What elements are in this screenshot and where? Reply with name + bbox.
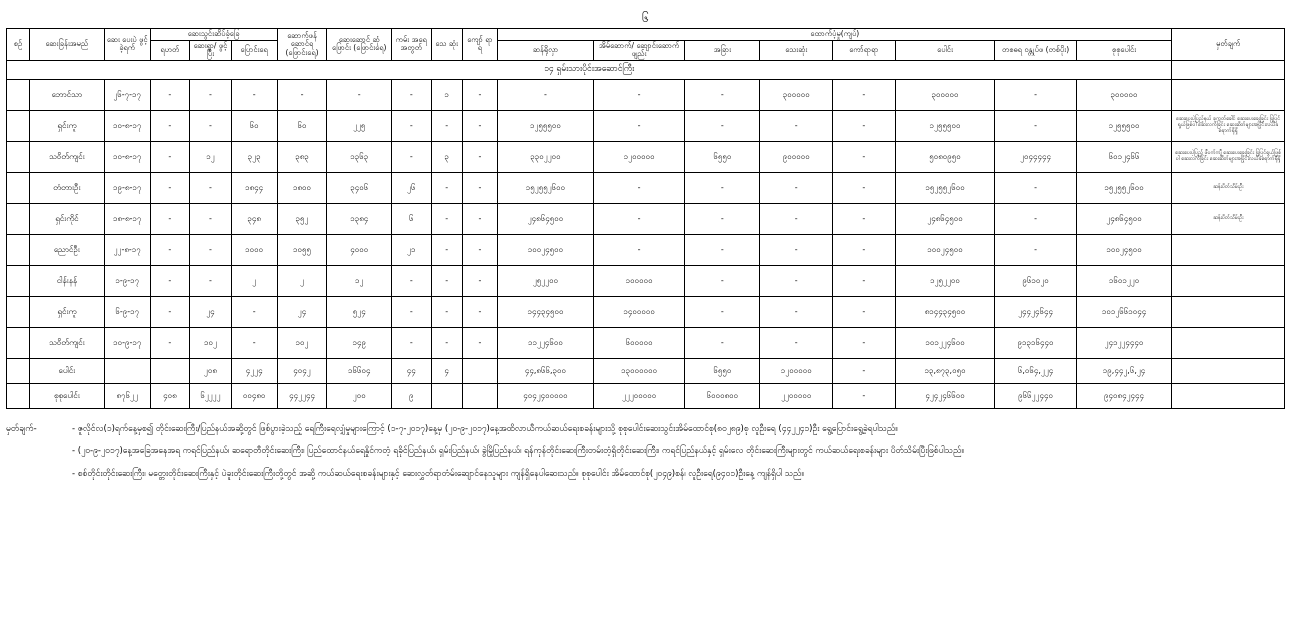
header-support-8: စုစုပေါင်း (1076, 40, 1172, 60)
cell-a2: ၁၃၆၃ (327, 141, 392, 172)
cell-s5: - (833, 383, 895, 408)
table-row (7, 141, 1285, 172)
cell-kan: ၉ (392, 383, 432, 408)
cell-s2: ၁၀၀၀၀၀ (593, 265, 685, 296)
header-patients-female: ဆေးရွာ/ ဖွင့်ပြီး (190, 40, 232, 60)
cell-p2: ၁၀၂ (190, 327, 232, 358)
header-remark: မှတ်ချက် (1172, 29, 1285, 61)
cell-township: သဝိတ်ကျင်း (29, 141, 104, 172)
cell-s1: ၁၀၀၂၄၅၀၀ (498, 234, 594, 265)
cell-p2: ၂၀၈ (190, 358, 232, 383)
header-kan-count: ကမ်း အရေ အတွတ် (392, 29, 432, 61)
cell-p3: ၀၀၄၈၀ (231, 383, 277, 408)
cell-township: တံတားဦး (29, 172, 104, 203)
cell-p1: - (150, 141, 190, 172)
cell-remark: ဆေးပေးပဲ့ပြည့်နယ် ခုကုတ်ခေါင် ဆေးပေးခေးခြင်း ပြုပြင်ရွယ်ဖြစ်ပါ ဆေးလက်ခြင်း ဆေးဆိတ်များအပြိုင်းလယ်ခရောက်ရိုရှိ (1172, 110, 1285, 141)
cell-township: ငါန်းနန် (29, 265, 104, 296)
cell-kan: - (392, 265, 432, 296)
cell-a2: ၁၂ (327, 265, 392, 296)
cell-kyat: - (462, 234, 497, 265)
cell-s4: ၉၀၀၀၀၀ (760, 141, 833, 172)
cell-s4: ၃၀၀၀၀၀ (760, 79, 833, 110)
cell-no (7, 296, 30, 327)
cell-s6: ၁၃,၈၇၃,၀၅၀ (895, 358, 995, 383)
cell-p1: - (150, 203, 190, 234)
cell-s8: ၉၄၀၈၄၂၄၄၄ (1076, 383, 1172, 408)
table-row (7, 265, 1285, 296)
cell-s2: - (593, 203, 685, 234)
cell-no (7, 234, 30, 265)
cell-s1: ၁၂၅၅၅၀၀ (498, 110, 594, 141)
cell-s8: ၆၀၁၂၄၆၆ (1076, 141, 1172, 172)
cell-remark: ဆေးပေးပဲ့ပြည့် ဖီ့ပက်ကျီ့ ဆေးပေးခေးခြင်း ပြုပြင်ရွယ်ဖြစ်ပါ ဆေးလက်ခြင်း ဆေးဆိတ်များအပြိုင်းလယ်ခရောက်ရိုရှိ (1172, 141, 1285, 172)
cell-date: ၂၂-၈-၁၇ (104, 234, 150, 265)
cell-s7: ၉၆၆၂၂၄၄၀ (995, 383, 1076, 408)
cell-thay: - (431, 296, 462, 327)
cell-no (7, 358, 30, 383)
cell-s7: - (995, 172, 1076, 203)
cell-p2: - (190, 172, 232, 203)
footnote-line-2: - (၂၀-၉-၂၀၁၇)နေ့အခြေအနေအရ ကရင်ပြည်နယ်၊ ဆရောတီတိုင်းဆေးကြီး၊ ပြည်ထောင်နယ်ရေနှိုင်ကတံ့ ရခိုင်ပြည်နယ်၊ ရှမ်းပြည်နယ်၊ ခွဲမြိုပြည်နယ်၊ ရန်ကုန်တိုင်းဆေးကြီးတမ်းတံ့ရှိတိုင်းဆေးကြီး၊ ကရင်ပြည်နယ်နှင့် ရှမ်းလေ တိုင်းဆေးကြီးများတွင် ကယ်ဆယ်ရေးစခန်းများ ပိတ်သိမ်းပြီးဖြစ်ပါသည်။ (72, 446, 964, 457)
table-row (7, 296, 1285, 327)
cell-a1: ၆၀ (277, 110, 327, 141)
footnote-line-3: - စစ်တိုင်းတိုင်းဆေးကြီး၊ မတ္တေးတိုင်းဆေးကြီးနှင့် ပဲခူးတိုင်းဆေးကြီးတို့တွင် အဆို့ ကယ်ဆယ်ရေးစခန်းများနှင့် ဆေးလွှတ်ရာတံမ်းဆျောင်နေသူများ ကျန်ရှိနေပါဆေးသည်။ စုစုပေါင်း အိမ်ထောင်စု(၂၀၄၉)စန်၊ လူဦးရေ(၉၄၀၁)ဦးနေ့ ကျန်ရှိပါ သည်။ (72, 468, 804, 479)
cell-p3: ၃၄၈ (231, 203, 277, 234)
cell-s5: - (833, 141, 895, 172)
cell-s2: - (593, 172, 685, 203)
cell-grand-label: စုစုပေါင်း (29, 383, 104, 408)
cell-kan: - (392, 296, 432, 327)
cell-s7: - (995, 79, 1076, 110)
cell-a2: ၅၂၄ (327, 296, 392, 327)
cell-s7: - (995, 203, 1076, 234)
cell-kan: ၄၄ (392, 358, 432, 383)
cell-a1: ၁၀၂ (277, 327, 327, 358)
cell-p2: - (190, 203, 232, 234)
cell-a1: ၂ (277, 265, 327, 296)
header-patients-total: ပြောင်းရေ (231, 40, 277, 60)
table-row (7, 234, 1285, 265)
cell-s7: ၂၀၄၄၄၄၄ (995, 141, 1076, 172)
cell-s7: - (995, 234, 1076, 265)
cell-s7: ၉၁၃၁၆၄၄၀ (995, 327, 1076, 358)
cell-remark (1172, 265, 1285, 296)
table-row (7, 327, 1285, 358)
cell-kyat: - (462, 327, 497, 358)
cell-s4: - (760, 234, 833, 265)
cell-s6: ၃၀၀၀၀၀ (895, 79, 995, 110)
cell-s8: ၂၄၈၆၄၅၀၀ (1076, 203, 1172, 234)
cell-date: ၁၉-၈-၁၇ (104, 172, 150, 203)
cell-a1: ၂၄ (277, 296, 327, 327)
cell-date: ၆-၉-၁၇ (104, 296, 150, 327)
cell-p1: - (150, 234, 190, 265)
cell-kan: - (392, 141, 432, 172)
cell-s2: ၁၃၀၀၀၀၀၀ (593, 358, 685, 383)
cell-p3: ၂ (231, 265, 277, 296)
cell-township: ဘောင်သာ (29, 79, 104, 110)
cell-remark: ဆန်းပိတ်သိမ်းဦး (1172, 172, 1285, 203)
cell-thay: ၄ (431, 358, 462, 383)
cell-a1: ၃၈၃ (277, 141, 327, 172)
header-support-6: ပေါင်း (895, 40, 995, 60)
cell-kan: ၂၆ (392, 172, 432, 203)
cell-s8: ၁၀၁၂၆၆၁၀၄၄ (1076, 296, 1172, 327)
cell-p1 (150, 358, 190, 383)
cell-s2: ၆၀၀၀၀၀ (593, 327, 685, 358)
relief-data-table (6, 28, 1285, 409)
cell-no (7, 141, 30, 172)
cell-s6: ၁၂၅၂၂၀၀ (895, 265, 995, 296)
cell-a1: ၄၄၂၂၄၄ (277, 383, 327, 408)
cell-s5: - (833, 203, 895, 234)
relief-table-container (0, 28, 1291, 409)
section-header-row (7, 60, 1285, 79)
cell-no (7, 110, 30, 141)
cell-township: ရှင်းကိုင် (29, 203, 104, 234)
cell-total-label: ပေါင်း (29, 358, 104, 383)
cell-s7: ၉၆၁၀၂၀ (995, 265, 1076, 296)
cell-s6: ၁၀၁၂၂၄၆၀၀ (895, 327, 995, 358)
cell-s8: ၁၆၀၁၂၂၀ (1076, 265, 1172, 296)
header-support-5: ကော်ရာရာ (833, 40, 895, 60)
cell-a2: ၄၀၀၀ (327, 234, 392, 265)
cell-s3: - (685, 265, 760, 296)
cell-s1: ၃၃၀၂၂၀၀ (498, 141, 594, 172)
cell-p3: - (231, 296, 277, 327)
cell-s3: - (685, 110, 760, 141)
cell-p3: - (231, 327, 277, 358)
cell-s8: ၃၀၀၀၀၀ (1076, 79, 1172, 110)
cell-p1: ၄၀၈ (150, 383, 190, 408)
cell-s4: ၁၂၀၀၀၀၀ (760, 358, 833, 383)
cell-s3: - (685, 203, 760, 234)
cell-thay: - (431, 110, 462, 141)
cell-kan: - (392, 110, 432, 141)
cell-kyat: - (462, 110, 497, 141)
cell-kyat (462, 383, 497, 408)
cell-s2: ၁၂၀၀၀၀၀ (593, 141, 685, 172)
cell-thay (431, 383, 462, 408)
cell-kyat: - (462, 172, 497, 203)
cell-kyat: - (462, 141, 497, 172)
cell-s6: ၅၀၈၀၉၅၀ (895, 141, 995, 172)
cell-p3: ၄၂၂၄ (231, 358, 277, 383)
cell-a1: ၄၀၄၂ (277, 358, 327, 383)
cell-s5: - (833, 296, 895, 327)
cell-thay: ၃ (431, 141, 462, 172)
cell-s4: ၂၂၀၀၀၀၀ (760, 383, 833, 408)
cell-kyat: - (462, 79, 497, 110)
cell-township: ရှင်းကူ (29, 110, 104, 141)
cell-s5: - (833, 358, 895, 383)
cell-s1: ၂၅၂၂၀၀ (498, 265, 594, 296)
cell-s3: - (685, 79, 760, 110)
cell-no (7, 265, 30, 296)
cell-a1: ၃၅၂ (277, 203, 327, 234)
cell-s1: ၁၅၂၅၅၂၆၀၀ (498, 172, 594, 203)
cell-kan: ၆ (392, 203, 432, 234)
header-support-3: အခြား (685, 40, 760, 60)
header-patients-male: ရဟတ် (150, 40, 190, 60)
cell-remark (1172, 358, 1285, 383)
cell-s5: - (833, 234, 895, 265)
cell-s6: ၁၅၂၅၅၂၆၀၀ (895, 172, 995, 203)
cell-s6: ၂၄၈၆၄၅၀၀ (895, 203, 995, 234)
cell-a1: ၁၈၀၀ (277, 172, 327, 203)
page-number: ၆ (642, 11, 649, 25)
cell-p3: ၃၂၃ (231, 141, 277, 172)
cell-p2: - (190, 234, 232, 265)
cell-p2: - (190, 265, 232, 296)
cell-date: ၁၀-၉-၁၇ (104, 327, 150, 358)
cell-s4: - (760, 296, 833, 327)
cell-kyat: - (462, 296, 497, 327)
cell-s3: ၆၅၅၀ (685, 141, 760, 172)
cell-s3: ၆၀၀၀၈၀၀ (685, 383, 760, 408)
cell-kyat: - (462, 265, 497, 296)
cell-remark (1172, 234, 1285, 265)
cell-p1: - (150, 327, 190, 358)
cell-kyat: - (462, 203, 497, 234)
cell-s5: - (833, 265, 895, 296)
cell-a2: ၁၆၆၀၄ (327, 358, 392, 383)
cell-township: သဝိတ်ကျင်း (29, 327, 104, 358)
cell-remark (1172, 296, 1285, 327)
cell-thay: - (431, 265, 462, 296)
cell-s3: ၆၅၅၀ (685, 358, 760, 383)
cell-s8: ၁၅၂၅၅၂၆၀၀ (1076, 172, 1172, 203)
cell-s5: - (833, 172, 895, 203)
header-support-group: ထောက်ပံ့မှု(ကျပ်) (498, 29, 1172, 41)
cell-s6: ၁၂၅၅၅၀၀ (895, 110, 995, 141)
cell-p2: - (190, 110, 232, 141)
cell-s6: ၄၂၄၂၄၆၆၀၀ (895, 383, 995, 408)
cell-s5: - (833, 327, 895, 358)
cell-p3: ၆၀ (231, 110, 277, 141)
cell-no (7, 327, 30, 358)
cell-p1: - (150, 296, 190, 327)
cell-thay: - (431, 203, 462, 234)
cell-s5: - (833, 110, 895, 141)
table-row (7, 203, 1285, 234)
cell-s8: ၁၀၀၂၄၅၀၀ (1076, 234, 1172, 265)
table-row (7, 110, 1285, 141)
cell-s2: ၁၄၀၀၀၀၀ (593, 296, 685, 327)
cell-date: ၁-၉-၁၇ (104, 265, 150, 296)
header-aung-1: ဆောက်ဖန် ဆောင်ရ (ဖြောင်းရေ) (277, 29, 327, 61)
cell-a2: ၂၂၅ (327, 110, 392, 141)
cell-s1: ၁၁၂၂၄၆၀၀ (498, 327, 594, 358)
cell-kan: - (392, 79, 432, 110)
table-row (7, 172, 1285, 203)
cell-thay: ၁ (431, 79, 462, 110)
cell-township: ရှင်းကူ (29, 296, 104, 327)
cell-thay: - (431, 172, 462, 203)
cell-s7: ၆,၀၆၄,၂၂၄ (995, 358, 1076, 383)
subtotal-row (7, 358, 1285, 383)
cell-remark (1172, 79, 1285, 110)
cell-s6: ၈၁၄၄၃၄၅၀၀ (895, 296, 995, 327)
cell-date: ၂၆-၇-၁၇ (104, 79, 150, 110)
cell-p3: ၁၀၀၀ (231, 234, 277, 265)
cell-s8: ၁၉,၄၄၂,၆,၂၄ (1076, 358, 1172, 383)
footnote-line-1: - ဇူလိုင်လ(၁)ရက်နေ့မှစ၍ တိုင်းဆေးကြီး/ပြည်နယ်အဆို့တွင် ဖြစ်ပွားခဲ့သည့် ရေကြီးရေလျှံမှုများကြောင့် (၁-၇-၂၀၁၇)နေ့မှ (၂၀-၉-၂၀၁၇)နေ့အထိလာယီကယ်ဆယ်ရေးစခန်းများသို့ စုစုပေါင်းဆေးသွင်းအိမ်ထောင်စု(၈၀၂၈၉)စု လူဦးရေ (၄၄၂၂၄၁)ဦး ရွေ့ပြောင်းရွေ့ခဲ့ရပါသည်။ (72, 423, 898, 434)
cell-s3: - (685, 327, 760, 358)
cell-p2: ၂၄ (190, 296, 232, 327)
cell-p3: ၁၈၄၄ (231, 172, 277, 203)
cell-a1: - (277, 79, 327, 110)
cell-thay: - (431, 234, 462, 265)
cell-s8: ၂၄၁၂၂၄၄၄၀ (1076, 327, 1172, 358)
cell-p2: ၁၂ (190, 141, 232, 172)
cell-a2: ၁၄၉ (327, 327, 392, 358)
cell-s1: ၄၀၄၂၄၀၀၀၀၀ (498, 383, 594, 408)
header-no: စဉ် (7, 29, 30, 61)
cell-s7: - (995, 110, 1076, 141)
table-row (7, 79, 1285, 110)
cell-no (7, 172, 30, 203)
cell-s7: ၂၄၄၂၄၆၄၄ (995, 296, 1076, 327)
cell-kan: ၂၁ (392, 234, 432, 265)
cell-no (7, 203, 30, 234)
cell-date (104, 358, 150, 383)
footnotes-section (0, 409, 1291, 481)
cell-kan: - (392, 327, 432, 358)
cell-s2: - (593, 110, 685, 141)
cell-p1: - (150, 110, 190, 141)
cell-p2: ၆၂၂၂၂ (190, 383, 232, 408)
cell-kyat (462, 358, 497, 383)
cell-date: ၁၀-၈-၁၇ (104, 110, 150, 141)
cell-s2: - (593, 79, 685, 110)
cell-no (7, 383, 30, 408)
cell-a2: ၃၄၀၆ (327, 172, 392, 203)
cell-s6: ၁၀၀၂၄၅၀၀ (895, 234, 995, 265)
cell-no (7, 79, 30, 110)
cell-s3: - (685, 172, 760, 203)
cell-date: ၈၇၆၂၂ (104, 383, 150, 408)
cell-s4: - (760, 203, 833, 234)
header-support-2: အိမ်ဆောက်/ ဆျောင်းဆောက် ဖျည်း (593, 40, 685, 60)
cell-s1: ၁၄၄၃၄၅၀၀ (498, 296, 594, 327)
cell-p3: - (231, 79, 277, 110)
cell-date: ၁၈-၈-၁၇ (104, 203, 150, 234)
cell-p2: - (190, 79, 232, 110)
header-deaths: သေ ဆုံး (431, 29, 462, 61)
header-opened-date: ဆေး ပေးပဲ ဖွင့်ခဲ့ရက် (104, 29, 150, 61)
cell-s4: - (760, 172, 833, 203)
section-remark-blank (1172, 60, 1285, 79)
cell-a2: ၂၀၀ (327, 383, 392, 408)
cell-s4: - (760, 327, 833, 358)
cell-remark (1172, 327, 1285, 358)
cell-a2: ၁၃၈၄ (327, 203, 392, 234)
cell-s1: ၄၄,၈၆၆,၃၀၀ (498, 358, 594, 383)
cell-s4: - (760, 110, 833, 141)
cell-s3: - (685, 234, 760, 265)
header-support-7: တစဓရ ဝန္တုပ်ဖ (တစ်ပိုး) (995, 40, 1076, 60)
cell-date: ၁၀-၈-၁၇ (104, 141, 150, 172)
cell-s8: ၁၂၅၅၅၀၀ (1076, 110, 1172, 141)
grand-total-row (7, 383, 1285, 408)
cell-s4: - (760, 265, 833, 296)
header-support-4: သေးဆုံး (760, 40, 833, 60)
cell-remark: ဆန်းပိတ်သိမ်းဦး (1172, 203, 1285, 234)
header-patients-group: ဆေးသွင်းဆိပ်ခံ့ခြေ (150, 29, 277, 41)
cell-s1: ၂၄၈၆၄၅၀၀ (498, 203, 594, 234)
header-support-1: ဆန်ရိုလှာ (498, 40, 594, 60)
header-kyat-ra: ကျော် ရာ ရ (462, 29, 497, 61)
cell-a1: ၁၀၅၅ (277, 234, 327, 265)
footnotes-label: မှတ်ချက်- (6, 423, 37, 434)
header-township: ဆေးခြန်းအမည် (29, 29, 104, 61)
cell-township: ညောင်ဦး (29, 234, 104, 265)
cell-p1: - (150, 79, 190, 110)
cell-p1: - (150, 172, 190, 203)
cell-a2: - (327, 79, 392, 110)
cell-remark (1172, 383, 1285, 408)
cell-s2: - (593, 234, 685, 265)
cell-s3: - (685, 296, 760, 327)
cell-s5: - (833, 79, 895, 110)
cell-s1: - (498, 79, 594, 110)
header-aung-2: ဆေးဆောင် ဆုံဖြောင်း (ဖြောင်းရေ) (327, 29, 392, 61)
cell-thay: - (431, 327, 462, 358)
cell-p1: - (150, 265, 190, 296)
section-title: ၁၄ ရှမ်းသားပိုင်းအဆောင်ကြီး (7, 60, 1172, 79)
cell-s2: ၂၂၂၀၀၀၀၀ (593, 383, 685, 408)
